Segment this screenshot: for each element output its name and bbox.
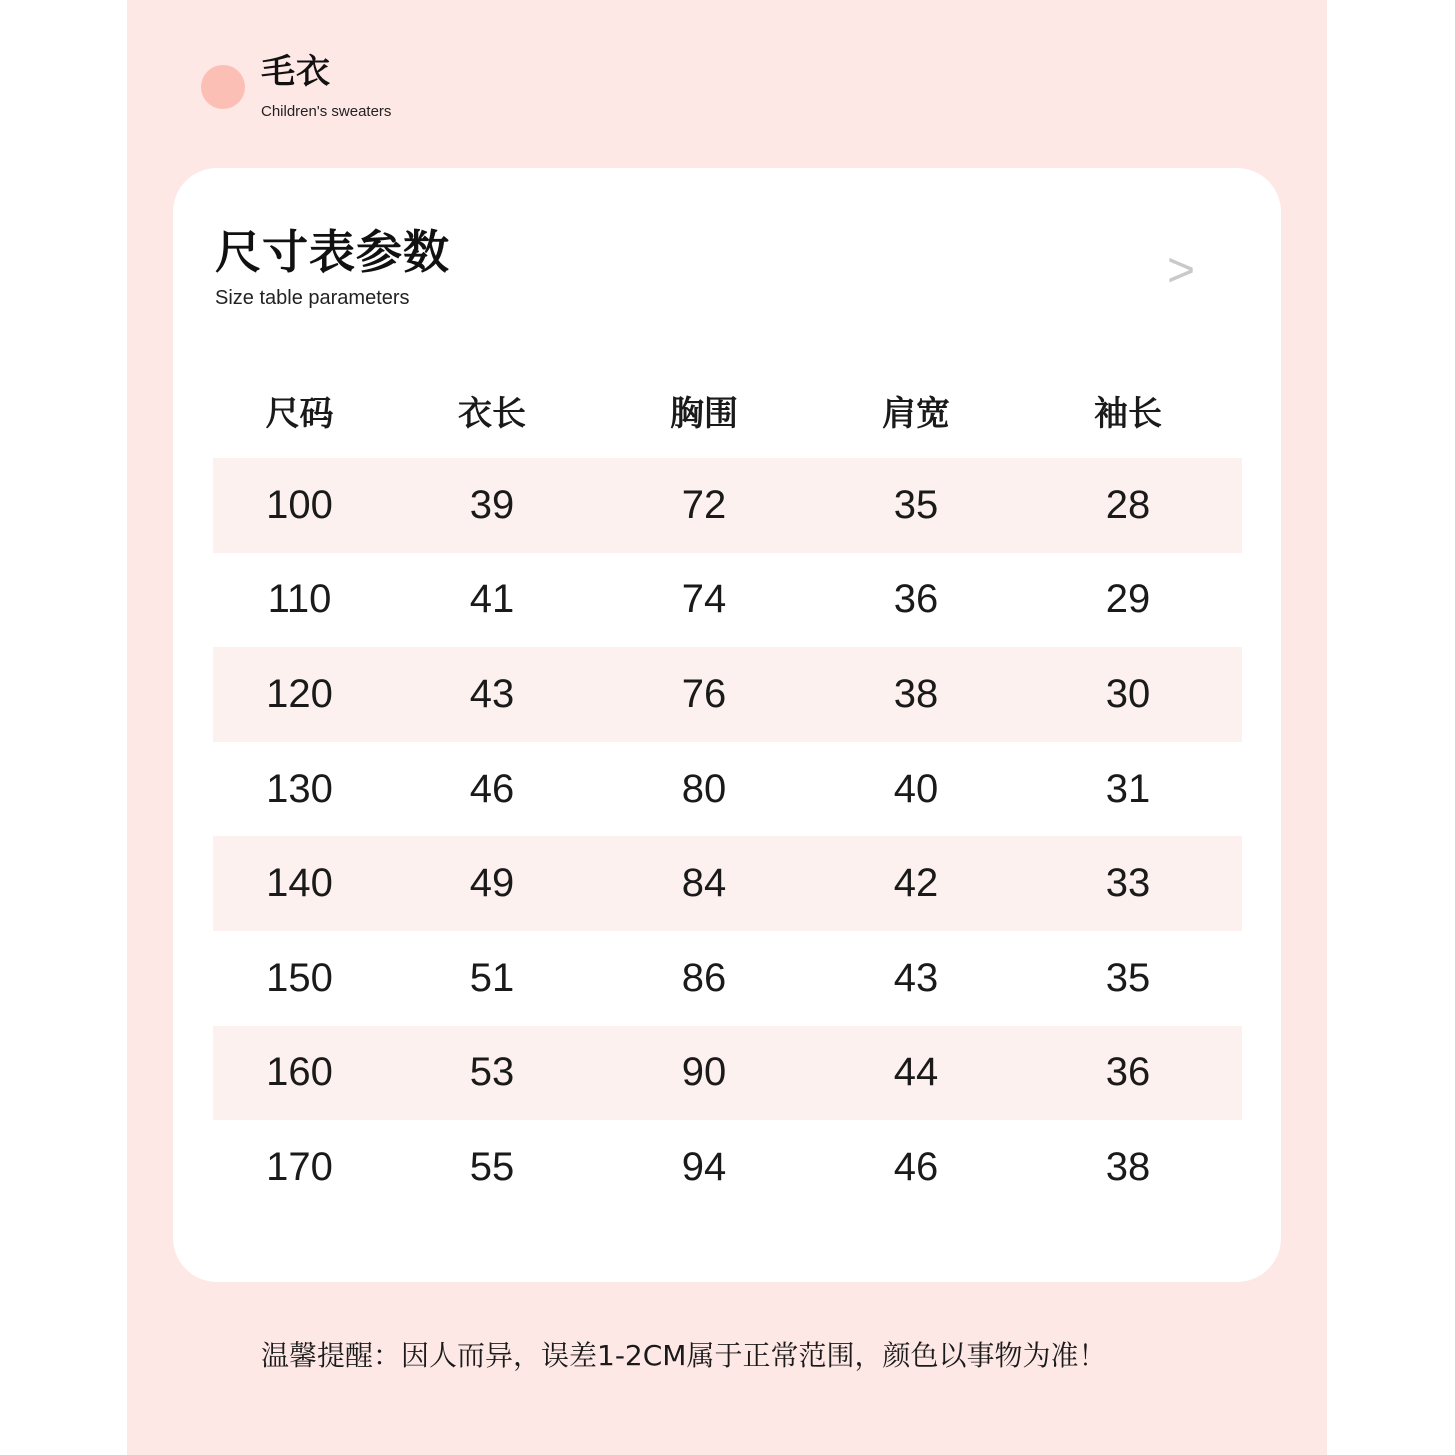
table-cell: 35 [1105, 955, 1151, 1000]
table-cell: 53 [469, 1050, 515, 1095]
table-cell: 150 [266, 955, 333, 1000]
table-cell: 30 [1105, 671, 1151, 716]
notice-text: 温馨提醒：因人而异，误差1-2CM属于正常范围，颜色以事物为准！ [261, 1339, 1107, 1372]
table-row [213, 1120, 1242, 1215]
column-header: 尺码 [265, 393, 334, 434]
table-cell: 84 [681, 861, 727, 906]
table-cell: 46 [469, 766, 515, 811]
table-cell: 49 [469, 861, 515, 906]
table-cell: 35 [893, 482, 939, 527]
table-body [213, 458, 1242, 1215]
table-cell: 74 [681, 577, 727, 622]
table-cell: 160 [266, 1050, 333, 1095]
table-row [213, 742, 1242, 837]
table-cell: 43 [893, 955, 939, 1000]
brand-subtitle: Children's sweaters [261, 103, 392, 120]
table-cell: 31 [1105, 766, 1151, 811]
table-cell: 38 [1105, 1144, 1151, 1189]
table-cell: 100 [266, 482, 333, 527]
table-cell: 94 [681, 1144, 727, 1189]
table-cell: 120 [266, 671, 333, 716]
brand-title: 毛衣 [261, 52, 331, 92]
size-table [213, 362, 1242, 1215]
table-cell: 42 [893, 861, 939, 906]
table-cell: 140 [266, 861, 333, 906]
table-cell: 55 [469, 1144, 515, 1189]
table-row [213, 647, 1242, 742]
card-subtitle: Size table parameters [215, 287, 410, 309]
table-cell: 110 [267, 577, 332, 622]
table-cell: 41 [469, 577, 515, 622]
table-cell: 33 [1105, 861, 1151, 906]
table-cell: 38 [893, 671, 939, 716]
page-background [127, 0, 1327, 1455]
table-cell: 51 [469, 955, 515, 1000]
column-header: 胸围 [670, 393, 738, 434]
table-cell: 43 [469, 671, 515, 716]
table-cell: 40 [893, 766, 939, 811]
table-cell: 72 [681, 482, 727, 527]
table-header-row [213, 362, 1242, 458]
table-cell: 29 [1105, 577, 1151, 622]
table-cell: 36 [893, 577, 939, 622]
table-cell: 80 [681, 766, 727, 811]
accent-dot [201, 65, 245, 109]
table-cell: 36 [1105, 1050, 1151, 1095]
table-cell: 130 [266, 766, 333, 811]
column-header: 衣长 [458, 393, 526, 434]
table-cell: 46 [893, 1144, 939, 1189]
table-row [213, 1026, 1242, 1121]
column-header: 袖长 [1094, 393, 1162, 434]
column-header: 肩宽 [882, 393, 950, 434]
table-cell: 170 [266, 1144, 333, 1189]
table-cell: 76 [681, 671, 727, 716]
table-cell: 90 [681, 1050, 727, 1095]
table-cell: 86 [681, 955, 727, 1000]
chevron-right-icon: > [1167, 244, 1196, 297]
table-row [213, 931, 1242, 1026]
table-row [213, 458, 1242, 553]
card-title: 尺寸表参数 [215, 225, 450, 279]
table-cell: 39 [469, 482, 515, 527]
table-cell: 28 [1105, 482, 1151, 527]
table-cell: 44 [893, 1050, 939, 1095]
table-row [213, 553, 1242, 648]
table-row [213, 836, 1242, 931]
